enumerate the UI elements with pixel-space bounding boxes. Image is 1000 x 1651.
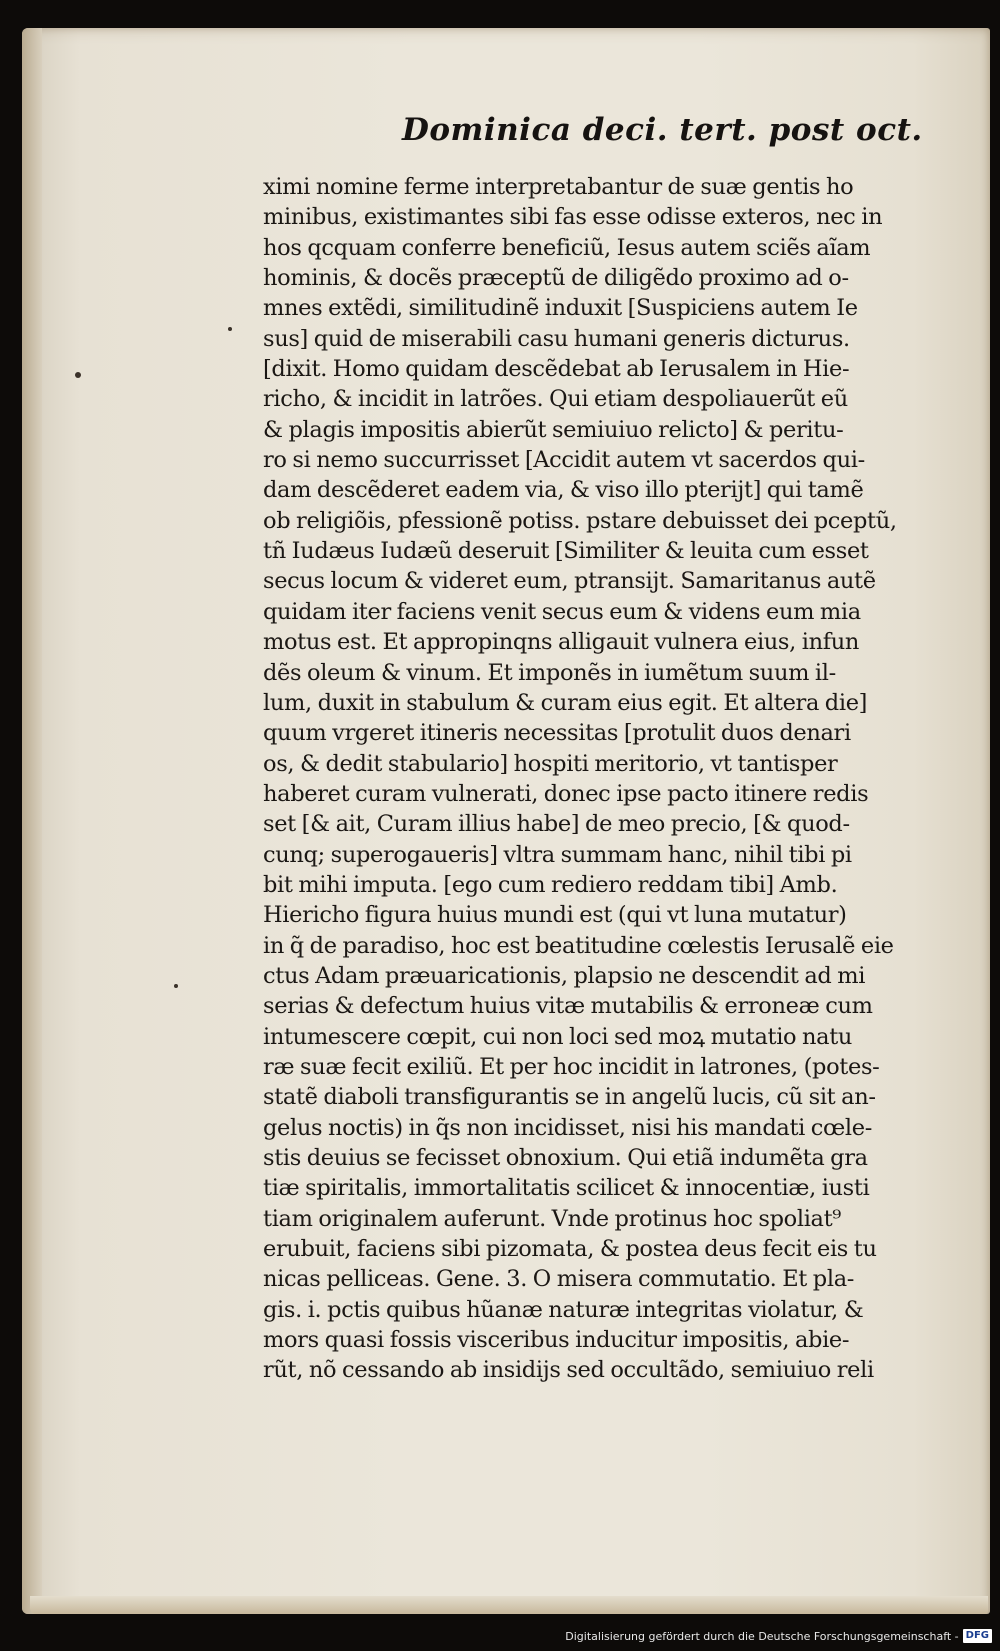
- text-line: stis deuius se fecisset obnoxium. Qui etiã indumẽta gra: [263, 1145, 868, 1171]
- text-line: quum vrgeret itineris necessitas [protulit duos denari: [263, 720, 851, 747]
- text-line: hos qcquam conferre beneficiũ, Iesus autem sciẽs aĩam: [263, 234, 871, 261]
- text-line: rũt, nõ cessando ab insidijs sed occultãdo, semiuiuo reli: [263, 1357, 874, 1384]
- text-line: tñ Iudæus Iudæũ deseruit [Similiter & leuita cum esset: [263, 538, 869, 565]
- text-line: set [& ait, Curam illius habe] de meo precio, [& quod-: [263, 811, 850, 838]
- digitization-footer: [565, 1627, 992, 1645]
- text-line: & plagis impositis abierũt semiuiuo relicto] & peritu-: [263, 416, 844, 443]
- text-line: cunq; superogaueris] vltra summam hanc, nihil tibi pi: [263, 841, 852, 868]
- text-line: haberet curam vulnerati, donec ipse pacto itinere redis: [263, 780, 869, 807]
- body-text: [263, 172, 943, 1386]
- margin-mark: [75, 372, 81, 378]
- text-line: sus] quid de miserabili casu humani generis dicturus.: [263, 325, 850, 352]
- text-line: tiam originalem auferunt. Vnde protinus hoc spoliat⁹: [263, 1205, 841, 1232]
- text-line: minibus, existimantes sibi fas esse odisse exteros, nec in: [263, 204, 883, 231]
- text-line: ximi nomine ferme interpretabantur de suæ gentis ho: [263, 174, 854, 200]
- text-line: dẽs oleum & vinum. Et imponẽs in iumẽtum suum il-: [263, 659, 836, 686]
- text-line: nicas pelliceas. Gene. 3. O misera commutatio. Et pla-: [263, 1266, 855, 1293]
- page-binding-edge: [22, 28, 42, 1614]
- text-line: erubuit, faciens sibi pizomata, & postea deus fecit eis tu: [263, 1236, 877, 1263]
- text-line: gelus noctis) in q̃s non incidisset, nisi his mandati cœle-: [263, 1114, 872, 1141]
- text-line: os, & dedit stabulario] hospiti meritorio, vt tantisper: [263, 750, 838, 777]
- text-line: intumescere cœpit, cui non loci sed moꝝ mutatio natu: [263, 1023, 853, 1050]
- footer-credit: Digitalisierung gefördert durch die Deutsche Forschungsgemeinschaft -: [565, 1629, 959, 1643]
- text-line: motus est. Et appropinqns alligauit vulnera eius, infun: [263, 629, 859, 656]
- text-line: Hiericho figura huius mundi est (qui vt luna mutatur): [263, 902, 847, 929]
- text-line: [dixit. Homo quidam descẽdebat ab Ierusalem in Hie-: [263, 356, 850, 383]
- margin-mark: [174, 984, 178, 988]
- text-line: lum, duxit in stabulum & curam eius egit. Et altera die]: [263, 689, 868, 716]
- text-line: bit mihi imputa. [ego cum rediero reddam tibi] Amb.: [263, 871, 838, 898]
- text-line: ob religiõis, pfessionẽ potiss. pstare debuisset dei pceptũ,: [263, 507, 897, 534]
- text-line: ctus Adam præuaricationis, plapsio ne descendit ad mi: [263, 962, 866, 989]
- text-line: hominis, & docẽs præceptũ de diligẽdo proximo ad o-: [263, 265, 849, 292]
- text-line: tiæ spiritalis, immortalitatis scilicet & innocentiæ, iusti: [263, 1175, 870, 1202]
- text-line: statẽ diaboli transfigurantis se in angelũ lucis, cũ sit an-: [263, 1084, 876, 1111]
- text-line: in q̃ de paradiso, hoc est beatitudine cœlestis Ierusalẽ eie: [263, 932, 894, 959]
- text-line: ro si nemo succurrisset [Accidit autem vt sacerdos qui-: [263, 447, 865, 474]
- text-line: ræ suæ fecit exiliũ. Et per hoc incidit in latrones, (potes-: [263, 1053, 880, 1080]
- text-line: mnes extẽdi, similitudinẽ induxit [Suspiciens autem Ie: [263, 295, 858, 322]
- text-line: mors quasi fossis visceribus inducitur impositis, abie-: [263, 1327, 850, 1354]
- text-line: quidam iter faciens venit secus eum & videns eum mia: [263, 598, 861, 625]
- running-header: Dominica deci. tert. post oct.: [402, 112, 923, 148]
- text-line: richo, & incidit in latrões. Qui etiam despoliauerũt eũ: [263, 386, 848, 413]
- text-line: dam descẽderet eadem via, & viso illo pterijt] qui tamẽ: [263, 477, 864, 504]
- text-line: gis. i. pctis quibus hũanæ naturæ integritas violatur, &: [263, 1296, 864, 1323]
- margin-mark: [228, 327, 232, 331]
- page-bottom-edge: [30, 1596, 988, 1614]
- dfg-logo-icon: DFG: [963, 1629, 992, 1643]
- text-line: secus locum & videret eum, ptransijt. Samaritanus autẽ: [263, 568, 876, 595]
- text-line: serias & defectum huius vitæ mutabilis & erroneæ cum: [263, 993, 873, 1020]
